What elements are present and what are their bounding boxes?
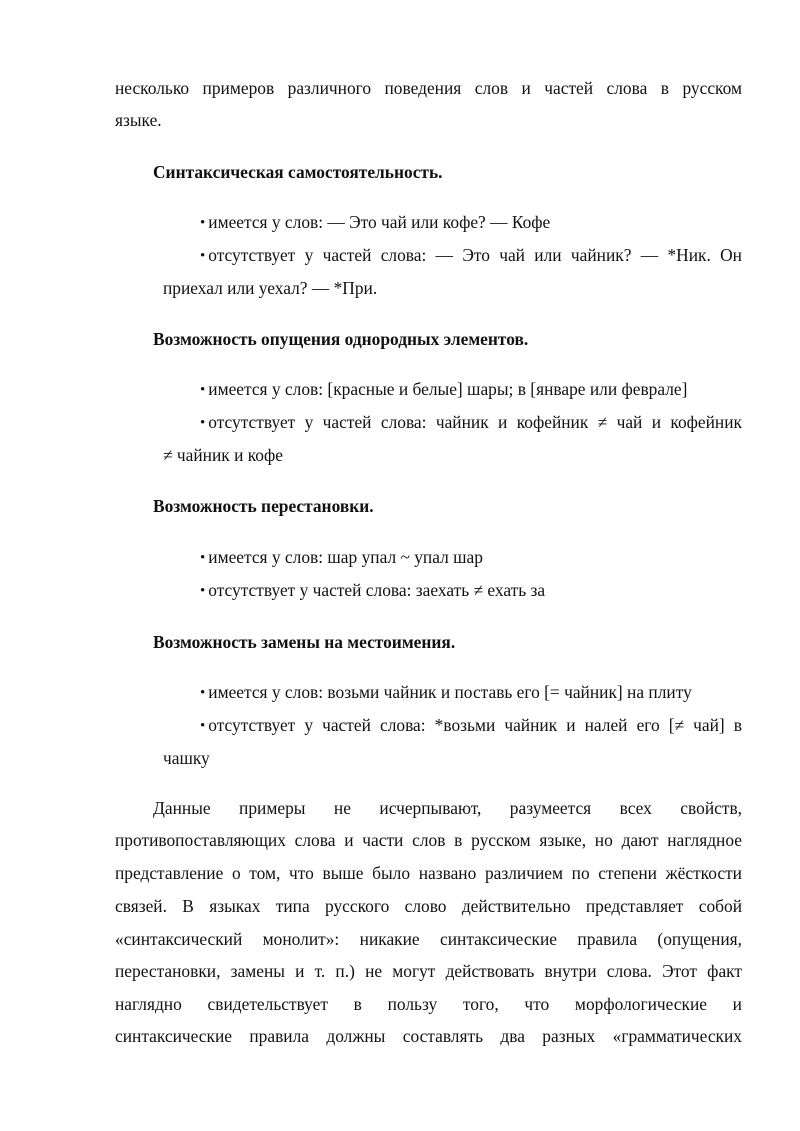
bullet-text: отсутствует у частей слова: чайник и кофейник ≠ чай и кофейник	[208, 412, 742, 432]
bullet-text: имеется у слов: — Это чай или кофе? — Кофе	[208, 212, 551, 232]
section-heading: Синтаксическая самостоятельность.	[153, 162, 443, 182]
bullet-marker: •	[200, 415, 206, 431]
paragraph-line: наглядно свидетельствует в пользу того, что морфологические и	[115, 994, 742, 1014]
bullet-text: имеется у слов: шар упал ~ упал шар	[208, 547, 483, 567]
bullet-marker: •	[200, 248, 206, 264]
bullet-marker: •	[200, 583, 206, 599]
section-heading: Возможность замены на местоимения.	[153, 632, 456, 652]
bullet-text: имеется у слов: [красные и белые] шары; в [январе или феврале]	[208, 379, 688, 399]
bullet-item	[200, 547, 483, 568]
bullet-item	[200, 245, 742, 266]
bullet-text: отсутствует у частей слова: заехать ≠ ехать за	[208, 580, 546, 600]
bullet-text: отсутствует у частей слова: *возьми чайник и налей его [≠ чай] в	[208, 715, 742, 735]
bullet-item	[200, 412, 742, 433]
bullet-continuation: ≠ чайник и кофе	[163, 445, 283, 465]
intro-line-1: несколько примеров различного поведения слов и частей слова в русском	[115, 78, 742, 98]
paragraph-line: перестановки, замены и т. п.) не могут действовать внутри слова. Этот факт	[115, 961, 742, 981]
paragraph-line: представление о том, что выше было названо различием по степени жёсткости	[115, 863, 742, 883]
section-heading: Возможность опущения однородных элементов.	[153, 329, 529, 349]
bullet-item	[200, 580, 545, 601]
paragraph-line: Данные примеры не исчерпывают, разумеется всех свойств,	[153, 798, 742, 818]
bullet-marker: •	[200, 685, 206, 701]
bullet-marker: •	[200, 382, 206, 398]
bullet-marker: •	[200, 550, 206, 566]
bullet-item	[200, 682, 692, 703]
bullet-item	[200, 715, 742, 736]
paragraph-line: «синтаксический монолит»: никакие синтаксические правила (опущения,	[115, 929, 742, 949]
bullet-item	[200, 212, 550, 233]
paragraph-line: связей. В языках типа русского слово действительно представляет собой	[115, 896, 742, 916]
bullet-continuation: приехал или уехал? — *При.	[163, 278, 378, 298]
paragraph-line: противопоставляющих слова и части слов в русском языке, но дают наглядное	[115, 830, 742, 850]
bullet-item	[200, 379, 687, 400]
bullet-marker: •	[200, 718, 206, 734]
bullet-marker: •	[200, 215, 206, 231]
bullet-continuation: чашку	[163, 748, 210, 768]
paragraph-line: синтаксические правила должны составлять два разных «грамматических	[115, 1026, 742, 1046]
intro-line-2: языке.	[115, 110, 162, 130]
section-heading: Возможность перестановки.	[153, 496, 374, 516]
bullet-text: имеется у слов: возьми чайник и поставь его [= чайник] на плиту	[208, 682, 692, 702]
bullet-text: отсутствует у частей слова: — Это чай или чайник? — *Ник. Он	[208, 245, 742, 265]
